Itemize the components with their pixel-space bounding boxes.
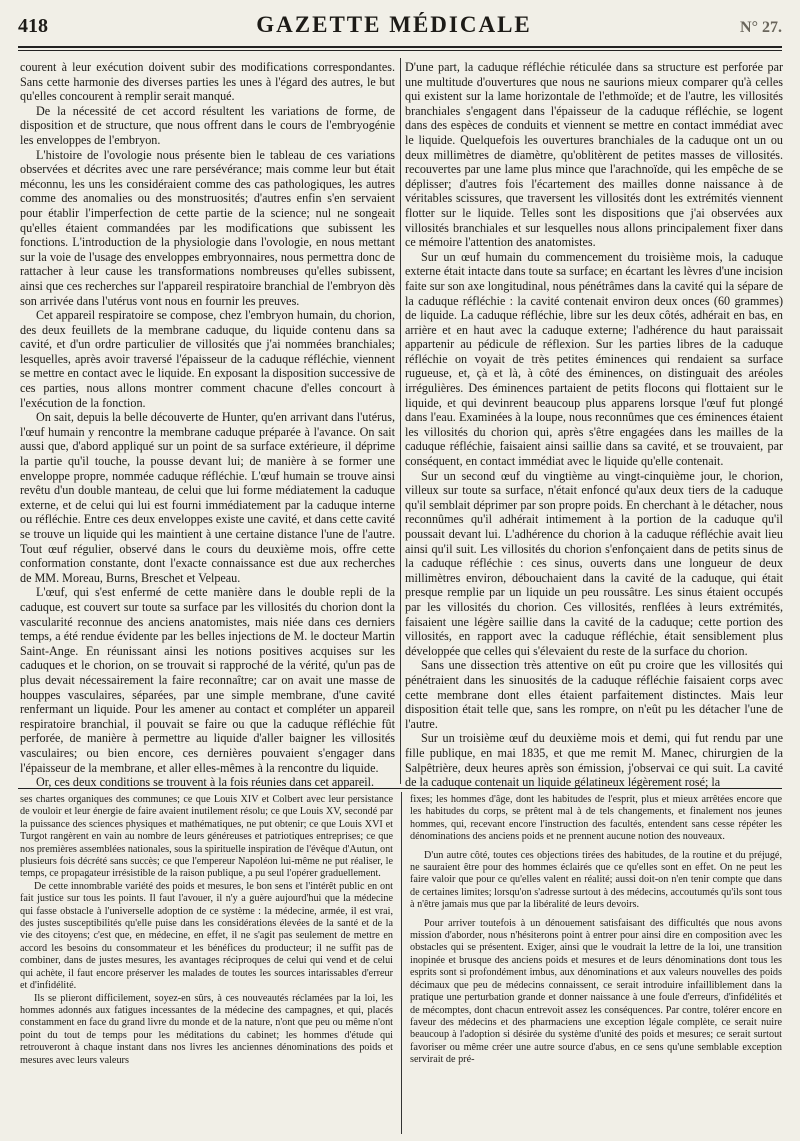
paragraph: ses chartes organiques des communes; ce que Louis XIV et Colbert avec leur persistance de vouloir et leur énergie de faire avaient inutilement résolu; ce que Louis XV, secondé par la puissance des sciences physiques et mathématiques, ne put obtenir; ce que Louis XVI et Turgot rangèrent en vain au nombre de leurs généreuses et patriotiques entreprises; ce que nos premières assemblées nationales, sous la spirituelle inspiration de l'évêque d'Autun, ont plusieurs fois décrété sans succès; ce que l'empereur Napoléon lui-même ne put réaliser, le temps, ce propagateur irrésistible de la raison publique, a pu seul l'opérer graduellement. [20,794,393,880]
page-header [18,12,782,42]
paragraph: Cet appareil respiratoire se compose, chez l'embryon humain, du chorion, des deux feuillets de la membrane caduque, du liquide contenu dans sa cavité, et d'un ordre particulier de villosités que j'ai nommées branchiales; lesquelles, après avoir traversé l'épaisseur de la caduque réfléchie, viennent se mettre en contact avec le liquide. En exposant la disposition successive de ces parties, nous allons montrer comment chacune d'elles concourt à l'exécution de la fonction. [20,308,395,410]
paragraph: Sur un œuf humain du commencement du troisième mois, la caduque externe était intacte dans toute sa surface; en écartant les lèvres d'une incision faite sur son axe longitudinal, nous pénétrâmes dans la cavité qui la sépare de la caduque réfléchie : la cavité contenait environ deux onces (60 grammes) de liquide. La caduque réfléchie, libre sur les deux côtés, adhérait en bas, en arrière et en haut avec la caduque externe; l'adhérence du haut paraissait appartenir au pédicule de réflexion. Sur les parties libres de la caduque réfléchie on voyait de très petites éminences qui rendaient sa surface rugueuse, et, çà et là, à côté des éminences, on distinguait des aréoles irrégulières. Des éminences partaient de petits flocons qui flottaient sur le liquide, et qui devinrent beaucoup plus apparens lorsque l'œuf fut plongé dans l'eau. Examinées à la loupe, nous reconnûmes que ces éminences étaient les villosités du chorion qui, après s'être engagées dans les mailles de la caduque réfléchie, faisaient ainsi saillie dans sa cavité, et se trouvaient, par conséquent, en contact immédiat avec le liquide qu'elle contenait. [405,249,783,469]
header-rule-thin [18,50,782,51]
paragraph: De la nécessité de cet accord résultent les variations de forme, de disposition et de structure, que nous offrent dans le cours de l'embryogénie les enveloppes de l'embryon. [20,103,395,147]
paragraph: L'œuf, qui s'est enfermé de cette manière dans le double repli de la caduque, est couvert sur toute sa surface par les villosités du chorion dont la vascularité reconnue des anciens anatomistes, mais niée dans ces derniers temps, a été rendue évidente par les belles injections de M. le docteur Martin Saint-Ange. En réunissant ainsi les notions positives acquises sur les caduques et le chorion, on se trouvait si rapproché de la vérité, qu'un pas de plus devait nécessairement la faire reconnaître; car on avait une masse de houppes vasculaires, séparées, par une simple membrane, d'une cavité renfermant un liquide. Pour les amener au contact et compléter un appareil respiratoire branchial, il pouvait se faire ou que la caduque réfléchie fût perforée, de manière à permettre au liquide d'aller baigner les villosités vasculaires; ou bien encore, ces dernières pouvaient s'engager dans l'épaisseur de la membrane, et aller elles-mêmes à la rencontre du liquide. [20,585,395,775]
paragraph: D'un autre côté, toutes ces objections tirées des habitudes, de la routine et du préjugé, ne sauraient être pour des hommes éclairés que ce qu'elles sont en effet. On ne peut les faire valoir que pour ce qu'elles valent en réalité; aussi doit-on n'en tenir compte que dans de certaines limites; lorsqu'on s'adresse surtout à des médecins, accoutumés qu'ils sont tous à n'être jamais mus que par la libéralité de leurs devoirs. [410,849,782,911]
feuilleton-rule [18,788,782,789]
main-column-left [20,60,395,790]
feuilleton-column-right [410,794,782,1134]
paragraph: Sans une dissection très attentive on eût pu croire que les villosités qui pénétraient dans les sinuosités de la caduque réfléchie faisaient corps avec cette membrane dont elles étaient parfaitement distinctes. Mais leur disposition était telle que, sans les rompre, on n'eût pu les détacher l'une de l'autre. [405,658,783,731]
journal-title: GAZETTE MÉDICALE [256,12,532,37]
paragraph: Sur un troisième œuf du deuxième mois et demi, qui fut rendu par une fille publique, en mai 1835, et que me remit M. Manec, chirurgien de la Salpêtrière, deux heures après son émission, j'observai ce qui suit. La cavité de la caduque contenait un liquide gélatineux légèrement rosé; la [405,731,783,790]
paragraph: De cette innombrable variété des poids et mesures, le bon sens et l'intérêt public en ont fait justice sur tous les points. Il faut l'avouer, il n'y a guère aujourd'hui que la médecine qui fasse obstacle à l'universelle adoption de ce système : la médecine, armée, il est vrai, des justes susceptibilités qu'elle puise dans les considérations élevées de la santé et de la vie des citoyens; c'est que, en médecine, en effet, il ne s'agit pas seulement de mettre en accord les besoins du consommateur et les bénéfices du producteur; il ne suffit pas de combiner, dans de justes mesures, les avantages réciproques de celui qui vend et de celui qui achète, il faut encore préserver les malades de toutes les sources intarissables d'erreur et d'infidélité. [20,880,393,992]
paragraph: L'histoire de l'ovologie nous présente bien le tableau de ces variations observées et décrites avec une rare persévérance; mais comme leur but était méconnu, les uns les considéraient comme des cas pathologiques, les autres comme des anomalies ou des monstruosités; d'autres enfin s'en servaient pour établir l'imperfection de cette partie de la science; nul ne songeait qu'elles étaient commandées par les modifications que subissent les fonctions. L'introduction de la physiologie dans l'ovologie, en nous mettant sur la voie de l'usage des enveloppes embryonnaires, nous permettra donc de rattacher à leur cause les transformations nombreuses qu'elles subissent, ainsi que ces recherches sur l'appareil respiratoire branchial de l'embryon dès son arrivée dans l'utérus vont nous en fournir les preuves. [20,147,395,308]
main-column-right [405,60,783,790]
paragraph: Sur un second œuf du vingtième au vingt-cinquième jour, le chorion, villeux sur toute sa surface, n'était enfoncé qu'aux deux tiers de la caduque qu'il semblait déprimer par son propre poids. En cherchant à le détacher, nous reconnûmes qu'il adhérait intimement à la portion de la caduque qu'il poussait devant lui. L'adhérence du chorion à la caduque réfléchie avait lieu ainsi qu'il suit. Les villosités du chorion s'enfonçaient dans de petits sinus de la caduque réfléchie : ces sinus, ouverts dans une longueur de deux millimètres environ, débouchaient dans la cavité de la caduque, qui était presque remplie par un liquide un peu roussâtre. Les sinus étaient occupés par les villosités du chorion. Ces villosités, renflées à leurs extrémités, faisaient une légère saillie dans la cavité de la caduque; cette portion des villosités, en rapport avec la caduque réfléchie, était sensiblement plus développée que celles qui s'élevaient du reste de la surface du chorion. [405,468,783,658]
paragraph: courent à leur exécution doivent subir des modifications correspondantes. Sans cette harmonie des diverses parties les unes à l'égard des autres, le but qu'elles concourent à remplir serait manqué. [20,60,395,104]
issue-number: N° 27. [740,19,782,36]
paragraph: On sait, depuis la belle découverte de Hunter, qu'en arrivant dans l'utérus, l'œuf humain y rencontre la membrane caduque préparée à l'avance. On sait aussi que, d'abord appliqué sur un point de sa surface extérieure, il déprime la partie qu'il touche, la pousse devant lui; de manière à se former une enveloppe propre, nommée caduque réfléchie. L'œuf humain se trouve ainsi revêtu d'un double manteau, de celui que lui forme médiatement la caduque externe, et de celui qui lui est fourni immédiatement par la caduque interne ou réfléchie. Entre ces deux enveloppes existe une cavité, et dans cette cavité se trouve un liquide qui les maintient à une certaine distance l'une de l'autre. Tout œuf régulier, observé dans le cours du deuxième mois, offre cette conformation constante, dont l'exacte connaissance est due aux recherches de MM. Moreau, Burns, Breschet et Velpeau. [20,410,395,585]
paragraph: Pour arriver toutefois à un dénouement satisfaisant des difficultés que nous avons mission d'aborder, nous n'hésiterons point à entrer pour ainsi dire en composition avec les obstacles qui se présentent. Exiger, ainsi que le voudrait la lettre de la loi, une transition inopinée et brusque des anciens poids et mesures et de leurs dénominations dont tous les esprits sont si profondément imbus, aux dénominations et aux valeurs nouvelles des poids décimaux que peu de médecins connaissent, ce serait introduire infailliblement dans la pratique une perturbation grande et donner naissance à une foule d'erreurs, d'infidélités et de mécomptes, dont chacun entrevoit assez les conséquences. Par contre, tolérer encore en faveur des médecins et des pharmaciens une exception légale complète, ce serait nuire beaucoup à l'adoption si désirée du système d'unité des poids et mesures; ce serait surtout favoriser ou même créer une autre source d'abus, en ce sens qu'une semblable exception servirait de pré- [410,917,782,1066]
paragraph: fixes; les hommes d'âge, dont les habitudes de l'esprit, plus et mieux arrêtées encore que les habitudes du corps, se prêtent mal à de tels changements, et finalement nos jeunes hommes, qui, recevant encore l'instruction des facultés, entendent sans cesse répéter les dénominations des anciens poids et ne prennent aucune notion des nouveaux. [410,794,782,843]
paragraph: Or, ces deux conditions se trouvent à la fois réunies dans cet appareil. [36,775,374,790]
header-rule [18,46,782,48]
column-divider [400,58,401,784]
page-number: 418 [18,15,48,37]
feuilleton-column-left [20,794,393,1134]
feuilleton-divider [401,792,402,1134]
paragraph: D'une part, la caduque réfléchie réticulée dans sa structure est perforée par une multitude d'ouvertures que nous ne saurions mieux comparer qu'à celles qui existent sur la lame horizontale de l'ethmoïde; et de l'autre, les villosités branchiales s'engagent dans l'épaisseur de la caduque réfléchie, se logent dans des espèces de conduits et viennent se mettre en contact immédiat avec le liquide. Quelquefois les ouvertures branchiales de la caduque ont un ou deux millimètres de diamètre, qu'oblitèrent de petites masses de villosités. recouvertes par une lame plus mince que l'arachnoïde, qui les empêche de se déplisser; d'autres fois l'écartement des mailles donne naissance à de véritables scissures, que traversent les villosités dont les extrémités viennent flotter sur le liquide. Telles sont les dispositions que j'ai observées aux villosités branchiales et sur lesquelles nous allons principalement fixer dans ce mémoire l'attention des anatomistes. [405,60,783,250]
paragraph: Ils se plieront difficilement, soyez-en sûrs, à ces nouveautés réclamées par la loi, les hommes adonnés aux fatigues incessantes de la médecine des campagnes, et qui, placés constamment en face du grand livre du monde et de la nature, n'ont que peu ou même n'ont point du tout de temps pour les méditations du cabinet; les hommes d'étude qui retrouveront à chaque instant dans nos livres les anciennes dénominations des poids et mesures avec leurs valeurs [20,992,393,1066]
